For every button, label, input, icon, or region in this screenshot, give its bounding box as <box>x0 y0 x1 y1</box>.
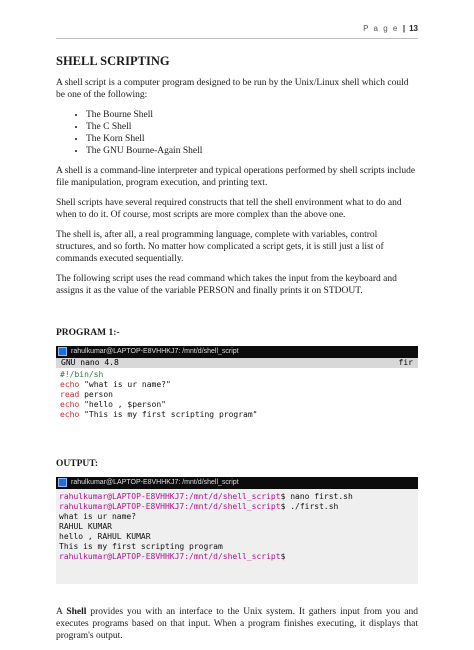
prompt-user: rahulkumar@LAPTOP-E8VHHKJ7 <box>59 552 185 561</box>
program-heading: PROGRAM 1:- <box>56 328 120 338</box>
terminal-output[interactable] <box>56 489 418 584</box>
paragraph-1: A shell is a command-line interpreter and typical operations performed by shell scripts include file manipulation, program execution, and printing text. <box>56 166 416 188</box>
nano-version: GNU nano 4.8 <box>61 358 119 367</box>
terminal-line: what is ur name? <box>59 512 137 521</box>
code-keyword: echo <box>60 410 80 419</box>
closing-post: provides you with an interface to the Unix system. It gathers input from you and executes programs based on that input. When a program finishes executing, it displays that program's output. <box>56 607 418 641</box>
closing-paragraph <box>56 606 418 642</box>
code-text: person <box>79 390 113 399</box>
paragraph-2: Shell scripts have several required constructs that tell the shell environment what to do and when to do it. Of course, most scripts are more complex than the above one. <box>56 198 402 220</box>
list-item: • The Korn Shell <box>86 133 418 145</box>
terminal-title-bar <box>56 477 418 489</box>
terminal-line <box>59 552 415 562</box>
terminal-line: This is my first scripting program <box>59 542 223 551</box>
terminal-icon <box>58 478 67 487</box>
command-text: $ nano first.sh <box>280 492 353 501</box>
document-body <box>56 54 418 650</box>
terminal-title-bar <box>56 346 418 358</box>
shell-list <box>56 109 418 157</box>
list-item: • The C Shell <box>86 121 418 133</box>
terminal-title: rahulkumar@LAPTOP-E8VHHKJ7: /mnt/d/shell_script <box>71 348 239 355</box>
prompt-user: rahulkumar@LAPTOP-E8VHHKJ7 <box>59 492 185 501</box>
code-editor[interactable] <box>56 368 418 428</box>
terminal-line <box>59 502 415 512</box>
terminal-title: rahulkumar@LAPTOP-E8VHHKJ7: /mnt/d/shell_script <box>71 479 239 486</box>
output-terminal <box>56 477 418 584</box>
intro-paragraph: A shell script is a computer program designed to be run by the Unix/Linux shell which could be one of the following: <box>56 78 409 100</box>
code-keyword: echo <box>60 400 80 409</box>
page-number: 13 <box>409 24 418 33</box>
code-line <box>60 390 414 400</box>
page-separator: | <box>402 24 406 33</box>
code-keyword: read <box>60 390 80 399</box>
closing-pre: A <box>56 607 67 617</box>
code-line <box>60 400 414 410</box>
nano-filename: fir <box>398 358 413 367</box>
terminal-line <box>59 492 415 502</box>
prompt-path: :/mnt/d/shell_script <box>184 552 281 561</box>
code-keyword: echo <box>60 380 80 389</box>
prompt-path: :/mnt/d/shell_script <box>184 502 281 511</box>
code-line <box>60 380 414 390</box>
prompt-path: :/mnt/d/shell_script <box>184 492 281 501</box>
output-heading: OUTPUT: <box>56 459 99 469</box>
code-text: "This is my first scripting program" <box>79 410 258 419</box>
terminal-line: RAHUL KUMAR <box>59 522 112 531</box>
nano-header <box>56 358 418 368</box>
closing-bold: Shell <box>66 607 87 617</box>
command-text: $ <box>280 552 286 561</box>
code-text: "what is ur name?" <box>79 380 171 389</box>
header-rule <box>56 38 418 39</box>
terminal-icon <box>58 347 67 356</box>
program-terminal <box>56 346 418 428</box>
paragraph-4: The following script uses the read command which takes the input from the keyboard and assigns it as the value of the variable PERSON and finally prints it on STDOUT. <box>56 274 397 296</box>
code-text: "hello , $person" <box>79 400 166 409</box>
list-item: • The GNU Bourne-Again Shell <box>86 145 418 157</box>
terminal-line: hello , RAHUL KUMAR <box>59 532 151 541</box>
list-item: • The Bourne Shell <box>86 109 418 121</box>
paragraph-3: The shell is, after all, a real programming language, complete with variables, control structures, and so forth. No matter how complicated a script gets, it is still just a list of commands executed sequentially. <box>56 230 384 264</box>
code-line <box>60 410 414 420</box>
page-header <box>363 24 418 33</box>
section-title: SHELL SCRIPTING <box>56 54 170 68</box>
page-word: P a g e <box>363 24 399 33</box>
command-text: $ ./first.sh <box>280 502 339 511</box>
code-line: #!/bin/sh <box>60 370 104 379</box>
prompt-user: rahulkumar@LAPTOP-E8VHHKJ7 <box>59 502 185 511</box>
